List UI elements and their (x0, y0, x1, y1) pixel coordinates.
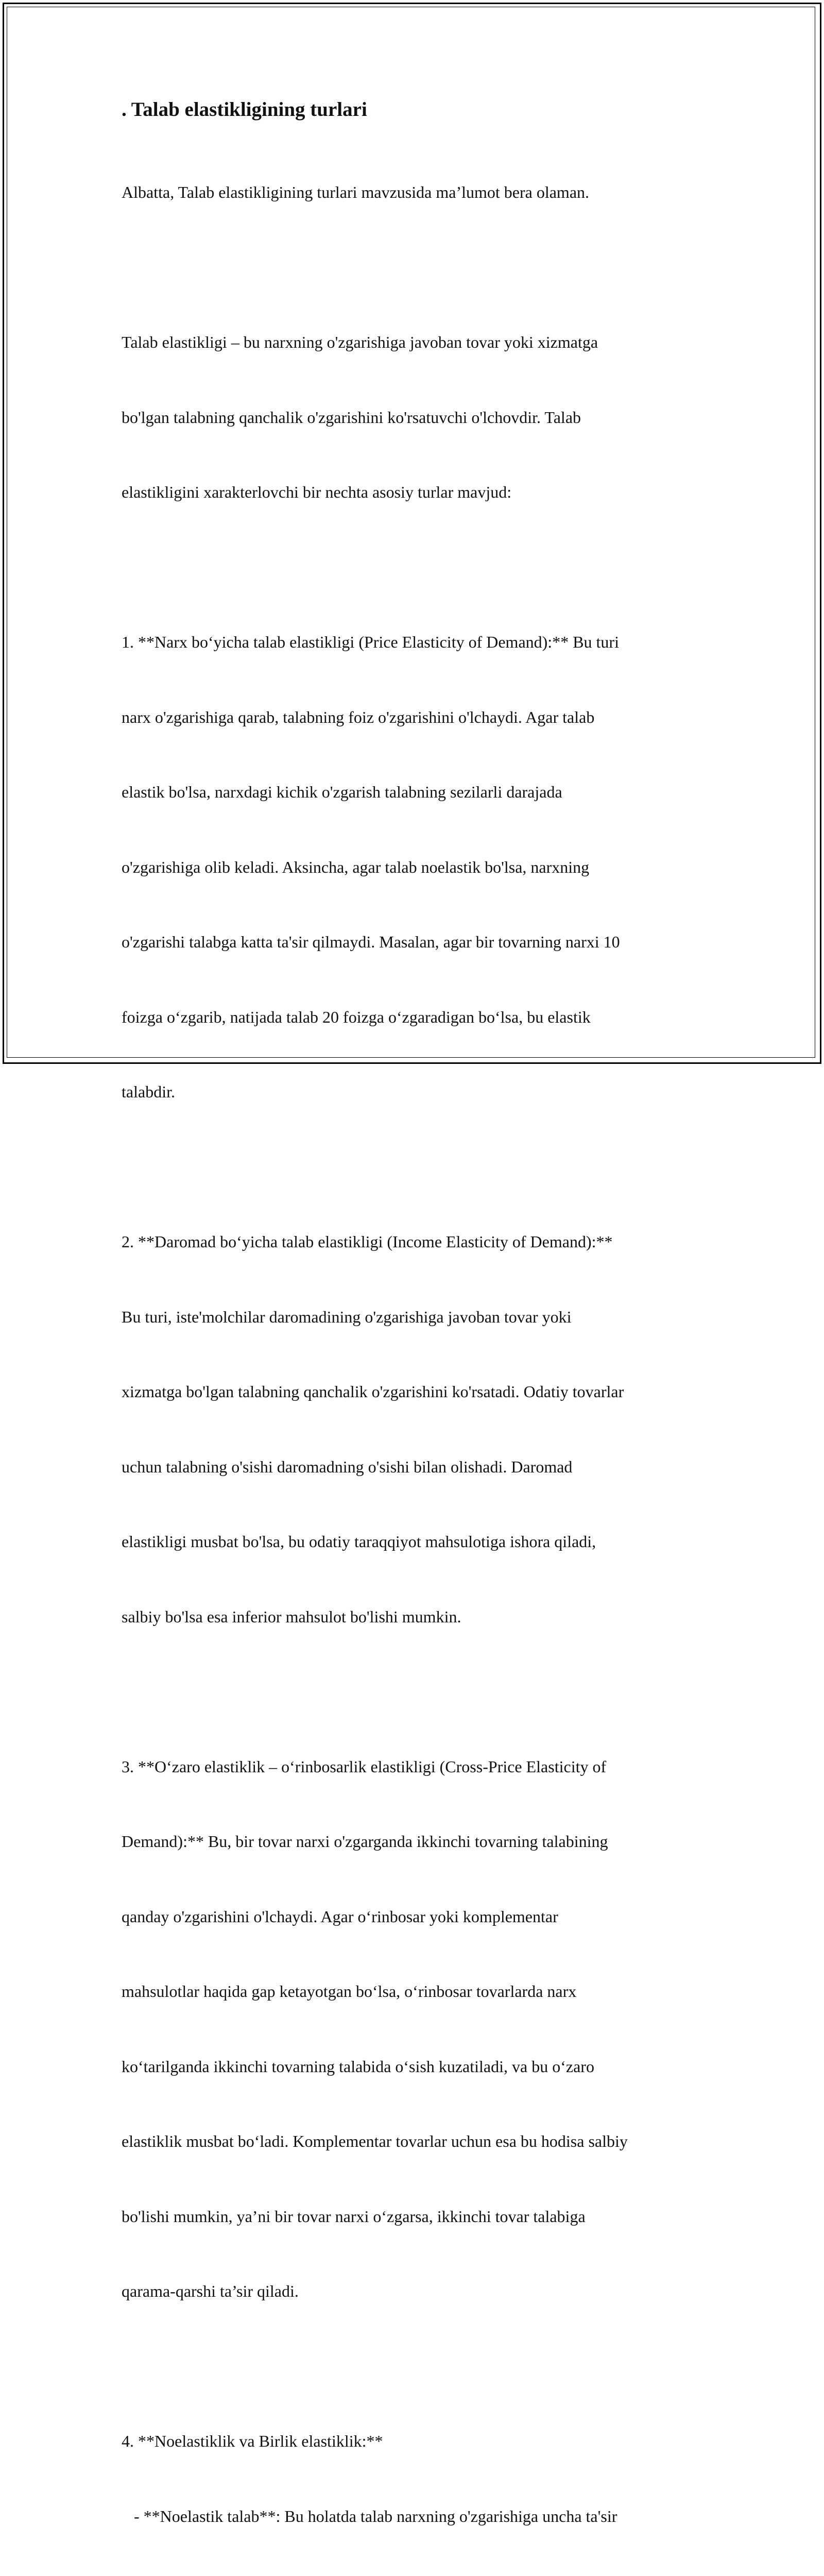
text-line: Albatta, Talab elastikligining turlari mavzusida ma’lumot bera olaman. (122, 183, 590, 201)
text-line: - **Noelastik talab**: Bu holatda talab narxning o'zgarishiga uncha ta'sir (122, 2506, 617, 2526)
text-line: ko‘tarilganda ikkinchi tovarning talabida o‘sish kuzatiladi, va bu o‘zaro (122, 2057, 594, 2076)
text-line: Bu turi, iste'molchilar daromadining o'zgarishiga javoban tovar yoki (122, 1307, 572, 1326)
document-title: . Talab elastikligining turlari (122, 98, 367, 121)
text-line: bo'lishi mumkin, ya’ni bir tovar narxi o‘zgarsa, ikkinchi tovar talabiga (122, 2207, 586, 2226)
text-line: elastik bo'lsa, narxdagi kichik o'zgarish talabning sezilarli darajada (122, 783, 562, 801)
text-line: elastiklik musbat bo‘ladi. Komplementar tovarlar uchun esa bu hodisa salbiy (122, 2132, 628, 2150)
paragraph-inelasticity (122, 2379, 709, 2576)
paragraph-income-elasticity (122, 1179, 709, 1679)
paragraph-intro (122, 130, 709, 255)
text-line: foizga o‘zgarib, natijada talab 20 foizga o‘zgaradigan bo‘lsa, bu elastik (122, 1007, 591, 1026)
document-body (122, 96, 709, 2576)
text-line: elastikligini xarakterlovchi bir nechta asosiy turlar mavjud: (122, 483, 512, 501)
text-line: talabdir. (122, 1082, 175, 1101)
text-line: qanday o'zgarishini o'lchaydi. Agar o‘rinbosar yoki komplementar (122, 1907, 558, 1926)
text-line: uchun talabning o'sishi daromadning o'sishi bilan olishadi. Daromad (122, 1457, 573, 1476)
text-line: bo'lgan talabning qanchalik o'zgarishini ko'rsatuvchi o'lchovdir. Talab (122, 408, 581, 427)
text-line: 2. **Daromad bo‘yicha talab elastikligi (Income Elasticity of Demand):** (122, 1232, 613, 1251)
text-line: o'zgarishi talabga katta ta'sir qilmaydi. Masalan, agar bir tovarning narxi 10 (122, 933, 620, 951)
text-line: qarama-qarshi ta’sir qiladi. (122, 2282, 299, 2300)
text-line: o'zgarishiga olib keladi. Aksincha, agar talab noelastik bo'lsa, narxning (122, 857, 590, 876)
paragraph-definition (122, 280, 709, 555)
text-line: Talab elastikligi – bu narxning o'zgarishiga javoban tovar yoki xizmatga (122, 333, 598, 351)
text-line: salbiy bo'lsa esa inferior mahsulot bo'lishi mumkin. (122, 1607, 461, 1626)
text-line: narx o'zgarishiga qarab, talabning foiz o'zgarishini o'lchaydi. Agar talab (122, 707, 595, 726)
text-line: Demand):** Bu, bir tovar narxi o'zgarganda ikkinchi tovarning talabining (122, 1832, 608, 1851)
paragraph-cross-elasticity (122, 1704, 709, 2354)
text-line: 4. **Noelastiklik va Birlik elastiklik:** (122, 2432, 383, 2450)
text-line: mahsulotlar haqida gap ketayotgan bo‘lsa, o‘rinbosar tovarlarda narx (122, 1982, 577, 2001)
text-line: 3. **O‘zaro elastiklik – o‘rinbosarlik elastikligi (Cross-Price Elasticity of (122, 1757, 607, 1776)
text-line: xizmatga bo'lgan talabning qanchalik o'zgarishini ko'rsatadi. Odatiy tovarlar (122, 1382, 624, 1401)
paragraph-price-elasticity (122, 580, 709, 1155)
text-line: elastikligi musbat bo'lsa, bu odatiy taraqqiyot mahsulotiga ishora qiladi, (122, 1532, 596, 1551)
text-line: 1. **Narx bo‘yicha talab elastikligi (Price Elasticity of Demand):** Bu turi (122, 633, 619, 651)
